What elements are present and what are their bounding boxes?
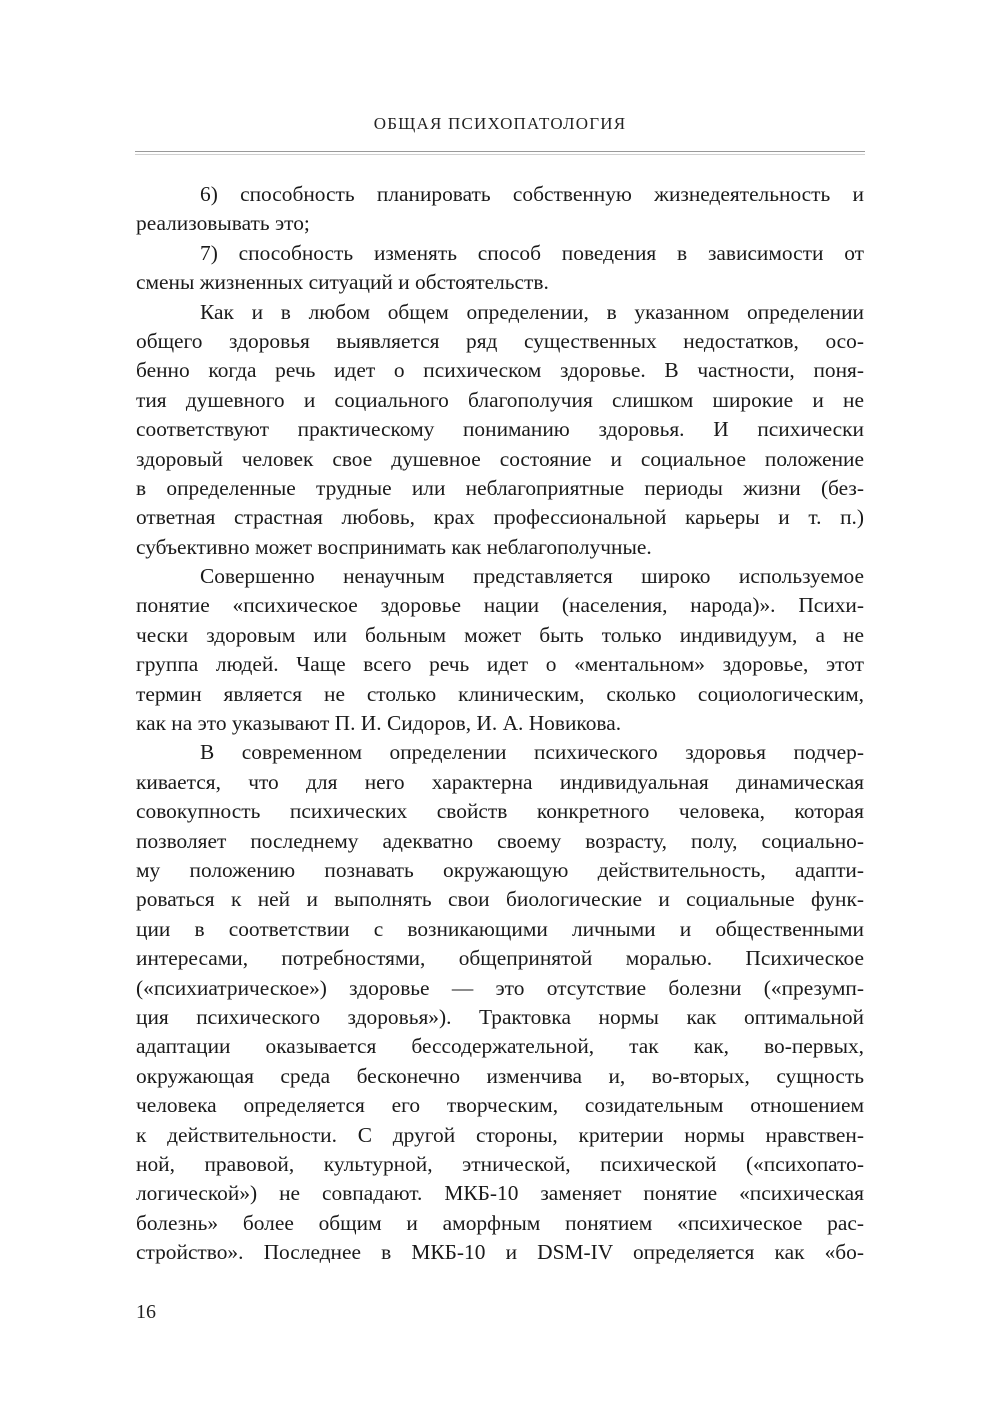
text-line: роваться к ней и выполнять свои биологические и социальные функ- [136,887,864,912]
text-line: субъективно может воспринимать как неблагополучные. [136,534,652,559]
header-rule [135,151,865,152]
text-line: окружающая среда бесконечно изменчива и, во-вторых, сущность [136,1063,864,1088]
text-line: 6) способность планировать собственную жизнедеятельность и [200,182,864,206]
text-line: чески здоровым или больным может быть только индивидуум, а не [136,622,864,647]
text-line: бенно когда речь идет о психическом здоровье. В частности, поня- [136,358,864,383]
text-line: общего здоровья выявляется ряд существенных недостатков, осо- [136,328,864,353]
text-line: адаптации оказывается бессодержательной, так как, во-первых, [136,1034,864,1059]
body-text [136,180,864,1267]
text-line: тия душевного и социального благополучия слишком широкие и не [136,387,864,412]
text-line: ция психического здоровья»). Трактовка нормы как оптимальной [136,1004,864,1029]
text-line: («психиатрическое») здоровье — это отсутствие болезни («презумп- [136,975,864,1000]
text-line: группа людей. Чаще всего речь идет о «ментальном» здоровье, этот [136,652,864,677]
text-line: Совершенно ненаучным представляется широко используемое [200,564,864,589]
text-line: 7) способность изменять способ поведения в зависимости от [200,240,864,265]
text-line: кивается, что для него характерна индивидуальная динамическая [136,769,864,794]
text-line: смены жизненных ситуаций и обстоятельств. [136,270,549,295]
text-line: как на это указывают П. И. Сидоров, И. А. Новикова. [136,711,622,736]
text-line: логической») не совпадают. МКБ-10 заменяет понятие «психическая [136,1181,864,1206]
text-line: му положению познавать окружающую действительность, адапти- [136,857,864,882]
text-line: соответствуют практическому пониманию здоровья. И психически [136,417,864,442]
text-line: человека определяется его творческим, созидательным отношением [136,1093,864,1118]
text-line: здоровый человек свое душевное состояние и социальное положение [136,446,864,471]
header-rule-thin [135,154,865,155]
text-line: к действительности. С другой стороны, критерии нормы нравствен- [136,1122,864,1147]
text-line: реализовывать это; [136,211,310,236]
text-line: ной, правовой, культурной, этнической, психической («психопато- [136,1151,864,1176]
text-line: ответная страстная любовь, крах профессиональной карьеры и т. п.) [136,505,864,530]
text-line: болезнь» более общим и аморфным понятием «психическое рас- [136,1210,864,1235]
text-line: В современном определении психического здоровья подчер- [200,740,864,765]
text-line: позволяет последнему адекватно своему возрасту, полу, социально- [136,828,864,853]
text-line: ции в соответствии с возникающими личными и общественными [136,916,864,941]
text-line: понятие «психическое здоровье нации (населения, народа)». Психи- [136,593,864,618]
text-line: совокупность психических свойств конкретного человека, которая [136,799,864,824]
text-line: Как и в любом общем определении, в указанном определении [200,299,864,324]
text-line: интересами, потребностями, общепринятой моралью. Психическое [136,946,864,971]
running-head-title: ОБЩАЯ ПСИХОПАТОЛОГИЯ [373,114,627,133]
text-line: стройство». Последнее в МКБ-10 и DSM-IV определяется как «бо- [136,1240,864,1265]
page-number: 16 [136,1301,156,1323]
text-line: в определенные трудные или неблагоприятные периоды жизни (без- [136,475,864,500]
text-line: термин является не столько клиническим, сколько социологическим, [136,681,864,706]
